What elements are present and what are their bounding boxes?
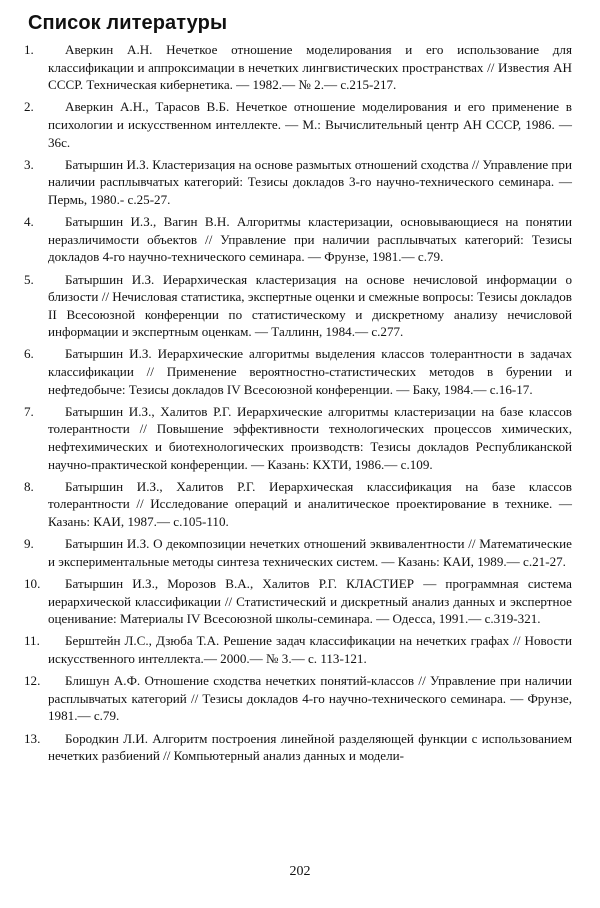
reference-item <box>24 730 572 765</box>
reference-item <box>24 156 572 209</box>
reference-number: 7. <box>24 403 34 419</box>
reference-number: 13. <box>24 730 41 746</box>
reference-number: 9. <box>24 536 34 552</box>
reference-item <box>24 478 572 531</box>
reference-item <box>24 98 572 151</box>
reference-text: Батыршин И.З., Халитов Р.Г. Иерархические алгоритмы кластеризации на базе классов толерантности // Повышение эффективности технологических процессов химических, нефтехимических и биотехнологических производств: Тезисы докладов Республиканской научно-практической конференции. — Казань: КХТИ, 1986.— с.109. <box>48 403 572 472</box>
reference-item <box>24 535 572 570</box>
reference-text: Батыршин И.З., Морозов В.А., Халитов Р.Г. КЛАСТИЕР — программная система иерархической классификации // Статистический и дискретный анализ данных и экспертное оценивание: Материалы IV Всесоюзной школы-семинара. — Одесса, 1991.— с.319-321. <box>48 575 572 627</box>
reference-number: 3. <box>24 156 34 172</box>
reference-text: Батыршин И.З. Иерархическая кластеризация на основе нечисловой информации о близости // Нечисловая статистика, экспертные оценки и смежные вопросы: Тезисы докладов II Всесоюзной конференции по статистическому и дискретному анализу нечисловой информации и экспертным оценкам. — Таллинн, 1984.— с.277. <box>48 271 572 340</box>
reference-text: Аверкин А.Н. Нечеткое отношение моделирования и его использование для классификации и аппроксимации в нечетких лингвистических пространствах // Известия АН СССР. Техническая кибернетика. — 1982.— № 2.— с.215-217. <box>48 42 572 93</box>
reference-number: 6. <box>24 346 34 362</box>
page-number: 202 <box>289 864 311 879</box>
reference-text: Батыршин И.З. О декомпозиции нечетких отношений эквивалентности // Математические и экспериментальные методы синтеза технических систем. — Казань: КАИ, 1989.— с.21-27. <box>48 536 572 569</box>
reference-number: 1. <box>24 42 34 57</box>
reference-item <box>24 41 572 94</box>
reference-text: Берштейн Л.С., Дзюба Т.А. Решение задач классификации на нечетких графах // Новости искусственного интеллекта.— 2000.— № 3.— с. 113-121. <box>48 633 572 666</box>
reference-number: 2. <box>24 99 34 115</box>
reference-item <box>24 575 572 628</box>
reference-number: 11. <box>24 633 40 649</box>
reference-item <box>24 632 572 667</box>
reference-text: Батыршин И.З., Халитов Р.Г. Иерархическая классификация на базе классов толерантности // Исследование операций и аналитическое проектирование в технике. — Казань: КАИ, 1987.— с.105-110. <box>48 478 572 529</box>
reference-number: 12. <box>24 673 41 689</box>
reference-text: Бородкин Л.И. Алгоритм построения линейной разделяющей функции с использованием нечетких разбиений // Компьютерный анализ данных и модели- <box>48 730 572 764</box>
reference-number: 10. <box>24 575 41 591</box>
reference-text: Батыршин И.З. Кластеризация на основе размытых отношений сходства // Управление при наличии расплывчатых категорий: Тезисы докладов 3-го научно-технического семинара. — Пермь, 1980.- с.25-27. <box>48 156 572 207</box>
page-title: Список литературы <box>28 12 228 34</box>
reference-text: Блишун А.Ф. Отношение сходства нечетких понятий-классов // Управление при наличии расплывчатых категорий // Тезисы докладов 4-го научно-технического семинара. — Фрунзе, 1981.— с.79. <box>48 673 572 724</box>
reference-item <box>24 403 572 473</box>
reference-list <box>24 41 572 765</box>
reference-text: Аверкин А.Н., Тарасов В.Б. Нечеткое отношение моделирования и его применение в психологии и искусственном интеллекте. — М.: Вычислительный центр АН СССР, 1986. —36с. <box>48 99 572 150</box>
reference-number: 4. <box>24 214 34 230</box>
reference-item <box>24 672 572 725</box>
reference-item <box>24 271 572 341</box>
reference-number: 8. <box>24 478 34 494</box>
reference-text: Батыршин И.З., Вагин В.Н. Алгоритмы кластеризации, основывающиеся на понятии неразличимости объектов // Управление при наличии расплывчатых категорий: Тезисы докладов 4-го научно-технического семинара. — Фрунзе, 1981.— с.79. <box>48 214 572 265</box>
reference-text: Батыршин И.З. Иерархические алгоритмы выделения классов толерантности в задачах классификации // Применение вероятностно-статистических методов в бурении и нефтедобыче: Тезисы докладов IV Всесоюзной конференции. — Баку, 1984.— с.16-17. <box>48 346 572 397</box>
reference-item <box>24 345 572 398</box>
reference-item <box>24 213 572 266</box>
reference-number: 5. <box>24 271 34 287</box>
